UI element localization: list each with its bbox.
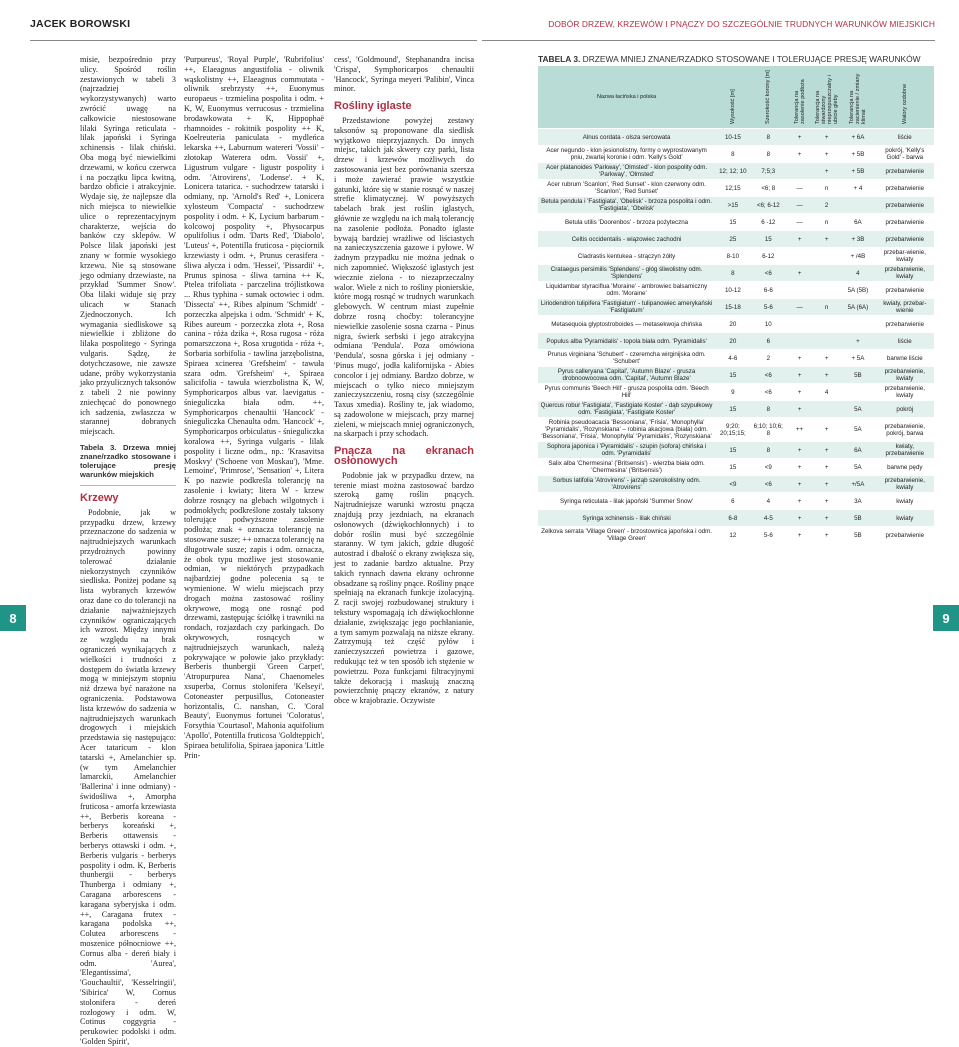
table-cell: 3A [840,493,875,510]
species-name-cell: Robinia pseudoacacia 'Bessoniana', 'Frisia', 'Monophylla' 'Pyramidalis', 'Rozynskiana' – robinia akacjowa (biała) odm. 'Bessoniana', 'Frisia', 'Monophylla' 'Pyramidalis', 'Rozynskiana' [538,418,715,442]
header-right [480,0,959,50]
species-table [538,66,934,544]
table-cell: 8-10 [715,248,750,265]
table-cell: <6; 8 [751,180,786,197]
table-cell: barwne pędy [876,459,934,476]
table-cell: 5B [840,510,875,527]
table-cell: 5-6 [751,299,786,316]
table-cell [813,316,840,333]
table-cell: przebarwienie [876,197,934,214]
table-row [538,442,934,459]
table-cell: 15 [715,459,750,476]
table-cell: 12 [715,527,750,544]
species-name-cell: Betula utilis 'Doorenbos' - brzoza pożyteczna [538,214,715,231]
table-cell: + [813,350,840,367]
table-cell: przebarwienie, kwiaty [876,476,934,493]
species-name-cell: Betula pendula i 'Fastigiata', 'Obelisk' - brzoza pospolita i odm. 'Fastigiata', 'Obelisk' [538,197,715,214]
species-name-cell: Syringa reticulata - lilak japoński 'Summer Snow' [538,493,715,510]
table-cell: + [813,493,840,510]
table-cell: + [786,367,813,384]
table-cell: <6; 6-12 [751,197,786,214]
table-row [538,265,934,282]
table-row [538,299,934,316]
table-cell: + [813,418,840,442]
table-cell: + [786,476,813,493]
species-name-cell: Liriodendron tulipifera 'Fastigiatum' - tulipanowiec amerykański 'Fastigiatum' [538,299,715,316]
table-title-text: DRZEWA MNIEJ ZNANE/RZADKO STOSOWANE I TOLERUJĄCE PRESJĘ WARUNKÓW [582,54,921,64]
table-cell: + [786,265,813,282]
species-name-cell: Salix alba 'Chermesina' ('Britsensis') - wierzba biała odm. 'Chermesina' ('Britsensis') [538,459,715,476]
table-cell: 9;20; 20;15;15; [715,418,750,442]
table-row [538,316,934,333]
table-row [538,384,934,401]
species-name-cell: Alnus cordata - olsza sercowata [538,129,715,146]
table-cell: + [813,129,840,146]
table-cell [813,282,840,299]
species-name-cell: Liquidambar styraciflua 'Moraine' - ambrowiec balsamiczny odm. 'Moraine' [538,282,715,299]
table-header-row [538,66,934,129]
species-name-cell: Acer platanoides 'Parkway', 'Olmsted' - klon pospolity odm. 'Parkway', 'Olmsted' [538,163,715,180]
table-cell: 15 [751,231,786,248]
table-cell: + [840,333,875,350]
text-column-1 [80,55,176,1047]
table-cell: 20 [715,316,750,333]
table-row [538,418,934,442]
table-cell: + 6A [840,129,875,146]
table-cell: + [813,146,840,163]
table-cell: przebarwienie [876,231,934,248]
table-title-label: TABELA 3. [538,54,581,64]
table-cell: 7;5;3 [751,163,786,180]
table-cell: przebarwienie [876,316,934,333]
paragraph: cess', 'Goldmound', Stephanandra incisa 'Crispa', Symphoricarpos chenaultii 'Hancock', Syringa meyeri 'Palibin', Vinca minor. [334,55,474,94]
table-row [538,510,934,527]
table-cell: barwne liście [876,350,934,367]
section-heading-krzewy: Krzewy [80,492,119,505]
species-name-cell: Celtis occidentalis - wiązowiec zachodni [538,231,715,248]
table-cell: 5A (5B) [840,282,875,299]
table-cell: 6-12 [751,248,786,265]
page-number-left: 8 [0,605,26,631]
header-rule-left [30,40,477,41]
table-cell: 15-18 [715,299,750,316]
running-title: DOBÓR DRZEW, KRZEWÓW I PNĄCZY DO SZCZEGÓLNIE TRUDNYCH WARUNKÓW MIEJSKICH [548,19,935,29]
species-name-cell: Acer negundo - klon jesionolistny, formy o wyprostowanym pniu, zwartej koronie i odm. 'Kelly's Gold' [538,146,715,163]
table-cell: + [786,146,813,163]
species-name-cell: Populus alba 'Pyramidalis' - topola biała odm. 'Pyramidalis' [538,333,715,350]
species-name-cell: Pyrus communis 'Beech Hill' - grusza pospolita odm. 'Beech Hill' [538,384,715,401]
table-cell: + [786,493,813,510]
table-cell: >15 [715,197,750,214]
paragraph: Podobnie jak w przypadku drzew, na terenie miast można zastosować bardzo szeroką gamę roślin pnących. Najtrudniejsze warunki wzrostu pnącza znajdują przy jezdniach, na ekranach osłonowych (dźwiękochłonnych) i to dobór roślin musi być szczególnie staranny. W tym jakich, gdzie długość autostrad i dbałość o ekrany zwiększa się, jest to zadanie bardzo aktualne. Przy takich rynnach dawna ekrany ochronne obsadzane są rośliny pnące. Rośliny pnące spełniają na ekranach funkcje izolacyjną. Z racji swojej rozbudowanej struktury i tekstury wspomagają ich dźwiękochłonne działanie, zwiększając jego pochłanianie, a tym samym pozwalają na niższe ekrany. Zatrzymują też część pyłów i zanieczyszczeń powietrza i gazowe, redukując też w ten sposób ich stężenie w powietrzu. Poza funkcjami filtracyjnymi także dekoracją i maskują znaczną powierzchnię pnączy ekranów, z natury obce w krajobrazie. Oczywiste [334,470,474,706]
table-cell: 2 [813,197,840,214]
table-cell: 8 [715,265,750,282]
table-cell [813,265,840,282]
table-cell: 5A [840,418,875,442]
table-row [538,282,934,299]
paragraph: Przedstawione powyżej zestawy taksonów są proponowane dla siedlisk wyjątkowo nieprzyjaznych. Do innych miejsc, takich jak skwery czy parki, lista drzew i krzewów możliwych do zastosowania jest bez porównania szersza i może zawierać prawie wszystkie gatunki, które się w stanie rosnąć w naszej strefie klimatycznej. W powyższych tabelach brak jest roślin iglastych, głównie ze względu na ich małą tolerancję na zasolenie podłoża. Ponadto iglaste bywają bardziej wrażliwe od liściastych na zanieczyszczenia gazowe i pyłowe. W żadnym przypadku nie można jednak o nich zapomnieć. Większość iglastych jest wiecznie zielona - to niezaprzeczalny walor. Wiele z nich to rośliny pionierskie, które mogą rosnąć w trudnych warunkach glebowych. W centrum miast zupełnie dobrze rosną choćby: tolerancyjne niewielkie zasolenie sosna czarna - Pinus nigra, świerk serbski i jego atrakcyjna odmiana 'Pendula'. Poza omówiona 'Pendula', sosna górska i jej odmiany - 'Pinus mugo', jodła kalifornijska - Abies concolor i jej odmiany. Bardzo dobrze, w miejscach o tylko nieco mniejszym zanieczyszczeniu, rosną cisy (szczególnie Taxus xmedia). Rośliny te, jak wiadomo, są zadowolone w miejscach, przy marnej zieleni, w miejscach mniej ograniczonych, na skarpach i przy schodach. [334,115,474,439]
table-cell: — [786,214,813,231]
species-name-cell: Syringa xchinensis - lilak chiński [538,510,715,527]
column-header: Tolerancja na zasolenie podłoża [786,66,813,129]
species-name-cell: Cladrastis kentukea - strączyn żółty [538,248,715,265]
table-cell: przebarwienie, kwiaty [876,265,934,282]
table-cell: 5A (6A) [840,299,875,316]
table-cell: + [813,527,840,544]
table-cell: 15 [715,442,750,459]
species-name-cell: Sophora japonica i 'Pyramidalis' - szupin (sofora) chińska i odm. 'Pyramidalis' [538,442,715,459]
table-cell: 8 [751,401,786,418]
table-cell: 2 [751,350,786,367]
table-cell: + [786,459,813,476]
table-cell: 6-8 [715,510,750,527]
species-name-cell: Sorbus latifolia 'Atrovirens' - jarząb szerokolistny odm. 'Atrovirens' [538,476,715,493]
table-cell [786,282,813,299]
table-cell: liście [876,333,934,350]
table-cell: — [786,299,813,316]
table-row [538,333,934,350]
table-cell: + [813,367,840,384]
table-cell: 6;10; 10;6; 8 [751,418,786,442]
table-cell: + [786,350,813,367]
table-cell: 4 [751,493,786,510]
table-cell: + 5A [840,350,875,367]
page-number-right: 9 [933,605,959,631]
table-cell: n [813,214,840,231]
table-cell: przebarwienie [876,180,934,197]
table-cell: + [786,510,813,527]
section-heading-iglaste: Rośliny iglaste [334,100,412,113]
column-header: Tolerancja na zacienienie / zmiany klimat [840,66,875,129]
table-row [538,231,934,248]
table-cell [786,248,813,265]
table-cell: 5B [840,367,875,384]
table-cell: 6 [751,333,786,350]
table-cell: + [786,384,813,401]
table-cell: <9 [715,476,750,493]
table-cell: 4 [840,265,875,282]
table-cell: + [813,163,840,180]
table-cell [786,333,813,350]
table-cell: 10-15 [715,129,750,146]
table-cell: przebarwienie, kwiaty [876,367,934,384]
table-cell: pokrój [876,401,934,418]
paragraph: 'Purpureus', 'Royal Purple', 'Rubrifolius' ++, Elaeagnus angustifolia - oliwnik wąskolistny ++, Elaeagnus commutata - oliwnik srebrzysty ++, Euonymus europaeus - trzmielina pospolita i odm. + K, W, Euonymus verrucosus - trzmielina brodawkowata + K, Hippophaë rhamnoides - rokitnik pospolity ++ K, Koelreuteria paniculata - mydleńca lekarska ++, Laburnum watereri 'Vossii' - złotokap Waterera odm. Vossii' +, Ligustrum vulgare - ligustr pospolity i odm. 'Atrovirens', 'Lodense'. + K, Lonicera tatarica. - suchodrzew tatarski i odmiany, np. 'Arnold's Red' +, Lonicera xylosteum 'Compacta' - suchodrzew pospolity i odm. + K, Lycium barbarum - kolcowoj pospolity +, Physocarpus opulifolius i odm. 'Darts Red', 'Diabolo', 'Luteus' +, Potentilla fruticosa - pięciornik krzewiasty i odm. +, Prunus cerasifera - śliwa ałycza i odm. 'Hessei', 'Pissardii' +, Prunus spinosa - śliwa tarnina ++ K, Ptelea trifoliata - parczelina trójlistkowa ... Rhus typhina - sumak octowiec i odm. 'Dissecta' ++, Ribes alpinum 'Schmidt' - porzeczka alpejska i odm. 'Schmidt' + K, Ribes aureum - porzeczka złota +, Rosa canina - róża dzika +, Rosa rugosa - róża pomarszczona +, Rosa xrugotida - róża +, Sorbaria sorbifolia - tawlina jarzębolistna, Spiraea xcinerea 'Grefsheim' - tawuła szara odm. 'Grefsheim' +, Spiraea salicifolia - tawuła wierzbolistna K, W, Symphoricarpos albus var. laevigatus - śnieguliczka biała odm. ++, Symphoricarpos chenaultii 'Hancock' - śnieguliczka Chenaulta odm. 'Hancock' +, Symphoricarpos orbiculatus - śnieguliczka koralowa ++, Syringa vulgaris - lilak pospolity i liczne odm., np.: 'Krasavitsa Moskvy' ('Schoene von Moskau'), 'Mme. Lemoine', 'Primrose', 'Sensation' +, Litera K po nazwie podkreśla tolerancję na zasolenie i kwiaty; litera W - krzew dobrze rosnący na glebach wilgotnych i podmokłych; podkreślone zostały taksony tolerujące podwyższone zasolenie podłoża; znak + oznacza tolerancję na stosowane susze; ++ oznacza tolerancję na długotrwałe susze; zapis i odm. oznacza, że obok typu możliwe jest stosowanie odmian, w niektórych przypadkach najbardziej godne polecenia są te wymienione. W wielu miejscach przy drogach można zastosować rośliny okrywowe, mogą one rosnąć pod drzewami, zastępując ściółkę i trawniki na rondach, rozjazdach czy parkingach. Do okrywowych, rosnących w najtrudniejszych warunkach, należą pokrywające w połowie jako przykłady: Berberis thunbergii 'Green Carpet', 'Atropurpurea Nana', Chaenomeles xsuperba, Cornus stolonifera 'Kelseyi', Cotoneaster perpusillus, Cotoneaster horizontalis, C. nanshan, C. 'Coral Beauty', Euonymus fortunei 'Coloratus', Forsythia 'Courtasol', Mahonia aquifolium 'Apollo', Potentilla fruticosa 'Goldteppich', Spiraea betulifolia, Spiraea japonica 'Little Prin- [184,55,324,760]
table-row [538,476,934,493]
table-cell: 8 [751,129,786,146]
table-cell: 15 [715,367,750,384]
table-cell: + [813,476,840,493]
table-cell: 15 [715,401,750,418]
table-cell: przebar-wienie, kwiaty [876,248,934,265]
table-cell: 5-6 [751,527,786,544]
table-cell: kwiaty [876,510,934,527]
table-cell: 10-12 [715,282,750,299]
table-cell: n [813,299,840,316]
table-cell: + [786,129,813,146]
table-cell: 15 [715,214,750,231]
table-cell: 8 [715,146,750,163]
table-row [538,459,934,476]
species-name-cell: Zelkova serrata 'Village Green' - brzostownica japońska i odm. 'Village Green' [538,527,715,544]
column-header: Tolerancja na stwardzony nieprzepuszczalny i ubicie gleby [813,66,840,129]
table-row [538,493,934,510]
table-cell [840,316,875,333]
table-cell: 5A [840,401,875,418]
table-cell: + 5B [840,163,875,180]
table-cell: 6 -12 [751,214,786,231]
species-name-cell: Prunus virginiana 'Schubert' - czeremcha wirginijska odm. 'Schubert' [538,350,715,367]
column-header: Wysokość [m] [715,66,750,129]
table-cell: ++ [786,418,813,442]
table-cell: przebarwienie [876,214,934,231]
table-cell: + 4 [840,180,875,197]
table-cell: kwiaty [876,493,934,510]
table-cell: + 3B [840,231,875,248]
species-name-cell: Quercus robur 'Fastigiata', 'Fastigiate Koster' - dąb szypułkowy odm. 'Fastigiata', 'Fastigiate Koster' [538,401,715,418]
table-cell: + [786,442,813,459]
table-cell: 5B [840,527,875,544]
species-name-cell: Pyrus calleryana 'Capital', 'Autumn Blaze' - grusza drobnoowocowa odm. 'Capital', 'Autumn Blaze' [538,367,715,384]
table-cell: — [786,197,813,214]
table-cell [840,197,875,214]
table-cell [840,384,875,401]
table-cell: 9 [715,384,750,401]
author-name: JACEK BOROWSKI [30,18,131,30]
table-cell [813,333,840,350]
table-cell [786,163,813,180]
table-cell [813,401,840,418]
table-cell [813,248,840,265]
table-row [538,146,934,163]
table-row [538,401,934,418]
species-name-cell: Acer rubrum 'Scanlon', 'Red Sunset' - klon czerwony odm. 'Scanlon', 'Red Sunset' [538,180,715,197]
table-cell: kwiaty, przebar-wienie [876,299,934,316]
table-row [538,248,934,265]
table-cell: 6A [840,442,875,459]
table-cell: przebarwienie [876,282,934,299]
table-caption: Tabela 3. Drzewa mniej znane/rzadko stosowane i tolerujące presję warunków miejskich [80,443,176,480]
table-cell: + 5B [840,146,875,163]
table-cell: — [786,180,813,197]
table-cell: 5A [840,459,875,476]
paragraph: Podobnie, jak w przypadku drzew, krzewy przeznaczone do sadzenia w najtrudniejszych warunkach przydrożnych powinny tolerować działanie niekorzystnych czynników siedliska. Poniżej podane są lista wybranych krzewów oraz dane co do tolerancji na działanie najważniejszych czynników ograniczających ich wzrost. Między innymi ze względu na brak ograniczeń wynikających z wielkości i trudności z dostępem do światła krzewy mogą w mniejszym stopniu niż drzewa być narażone na ograniczenia. Podstawowa lista krzewów do sadzenia w najtrudniejszych warunkach drogowych i miejskich przedstawia się następująco: Acer tataricum - klon tatarski +, Amelanchier sp. (w tym Amelanchier lamarckii, Amelanchier 'Ballerina' i inne odmiany) - świdośliwa +, Amorpha fruticosa - amorfa krzewiasta ++, Berberis koreana - berberys koreański +, Berberis ottawensis - berberys ottawski i odm. +, Berberis vulgaris - berberys pospolity i odm. K, Berberis thunbergii - berberys Thunberga i odmiany +, Caragana arborescens - karagana syberyjska i odm. ++, Caragana frutex - karagana podolska ++, Colutea arborescens - moszenice północniowe ++, Cornus alba - dereń biały i odm. 'Aurea', 'Elegantissima', 'Gouchaultii', 'Kesselringii', 'Sibirica' W, Cornus stolonifera - dereń rozłogowy i odm. W, Cotinus coggygria - perukowiec podolski i odm. 'Golden Spirit', [80,507,176,1046]
table-cell: 20 [715,333,750,350]
table-row [538,527,934,544]
table-cell: 4 [813,384,840,401]
table-cell: 8 [751,442,786,459]
table-cell: <6 [751,384,786,401]
table-cell: 6 [715,493,750,510]
table-cell: + [813,510,840,527]
species-name-cell: Crataegus persimilis 'Splendens' - głóg śliwolistny odm. 'Splendens' [538,265,715,282]
divider [80,485,176,486]
table-cell: 4-6 [715,350,750,367]
table-row [538,197,934,214]
table-cell: przebarwienie, pokrój, barwa [876,418,934,442]
table-row [538,129,934,146]
table-cell: liście [876,129,934,146]
table-cell: + [786,401,813,418]
table-cell: 4-5 [751,510,786,527]
paragraph: misie, bezpośrednio przy ulicy. Spośród roślin zestawionych w tabeli 3 (najrzadziej wykorzystywanych) warto zwrócić uwagę na całkowicie niestosowane lilaki Syringa reticulata - lilak japoński i Syringa xchinensis - lilak chiński. Oba mogą być niewielkimi drzewami, w końcu czerwca i na początku lipca kwitną, bardzo obficie i atrakcyjnie. Wydaje się, że najlepsze dla nich miejsca to niewielkie ulice o reprezentacyjnym charakterze, wejścia do banków czy sklepów. W Polsce lilak japoński jest znany w formie wysokiego krzewu. Nie są stosowane jego odmiany drzewiaste, na przykład 'Summer Snow'. Oba lilaki widuje się przy ulicach w Stanach Zjednoczonych. Ich wymagania siedliskowe są niewielkie i zbliżone do lilaka pospolitego - Syringa vulgaris. Sądzę, że dotychczasowe, nie zawsze udane, próby wykorzystania jako przyulicznych taksonów z tabeli 2 nie powinny zniechęcać do ponownego ich sadzenia, zwłaszcza w starannej dobranych miejscach. [80,55,176,437]
table-cell: + /4B [840,248,875,265]
text-column-2 [184,55,324,760]
table-cell: <6 [751,476,786,493]
table-cell: kwiaty, przebarwienie [876,442,934,459]
table-cell: + [813,459,840,476]
table-row [538,163,934,180]
table-cell: 6A [840,214,875,231]
species-name-cell: Metasequoia glyptostroboides — metasekwoja chińska [538,316,715,333]
table-cell: 12; 12; 10 [715,163,750,180]
table-cell: przebarwienie [876,163,934,180]
table-cell: <9 [751,459,786,476]
table-row [538,180,934,197]
table-row [538,214,934,231]
table-cell: + [813,442,840,459]
table-cell [786,316,813,333]
table-cell: <6 [751,265,786,282]
table-cell: 25 [715,231,750,248]
column-header: Walory ozdobne [876,66,934,129]
table-cell: 12;15 [715,180,750,197]
table-cell: 10 [751,316,786,333]
table-cell: 6-6 [751,282,786,299]
table-cell: + [786,527,813,544]
header-left [0,0,480,50]
table-cell: pokrój, 'Kelly's Gold' - barwa [876,146,934,163]
text-column-3 [334,55,474,706]
header-rule-right [482,40,935,41]
column-header: Szerokość korony [m] [751,66,786,129]
table-row [538,350,934,367]
table-row [538,367,934,384]
section-heading-pnacza: Pnącza na ekranach osłonowych [334,445,474,468]
table-body [538,129,934,544]
table-cell: przebarwienie, kwiaty [876,384,934,401]
table-cell: 8 [751,146,786,163]
table-cell: +/5A [840,476,875,493]
table-cell: + [813,231,840,248]
table-cell: <6 [751,367,786,384]
table-cell: n [813,180,840,197]
table-cell: + [786,231,813,248]
column-header: Nazwa łacińska i polska [538,66,715,129]
table-cell: przebarwienie [876,527,934,544]
